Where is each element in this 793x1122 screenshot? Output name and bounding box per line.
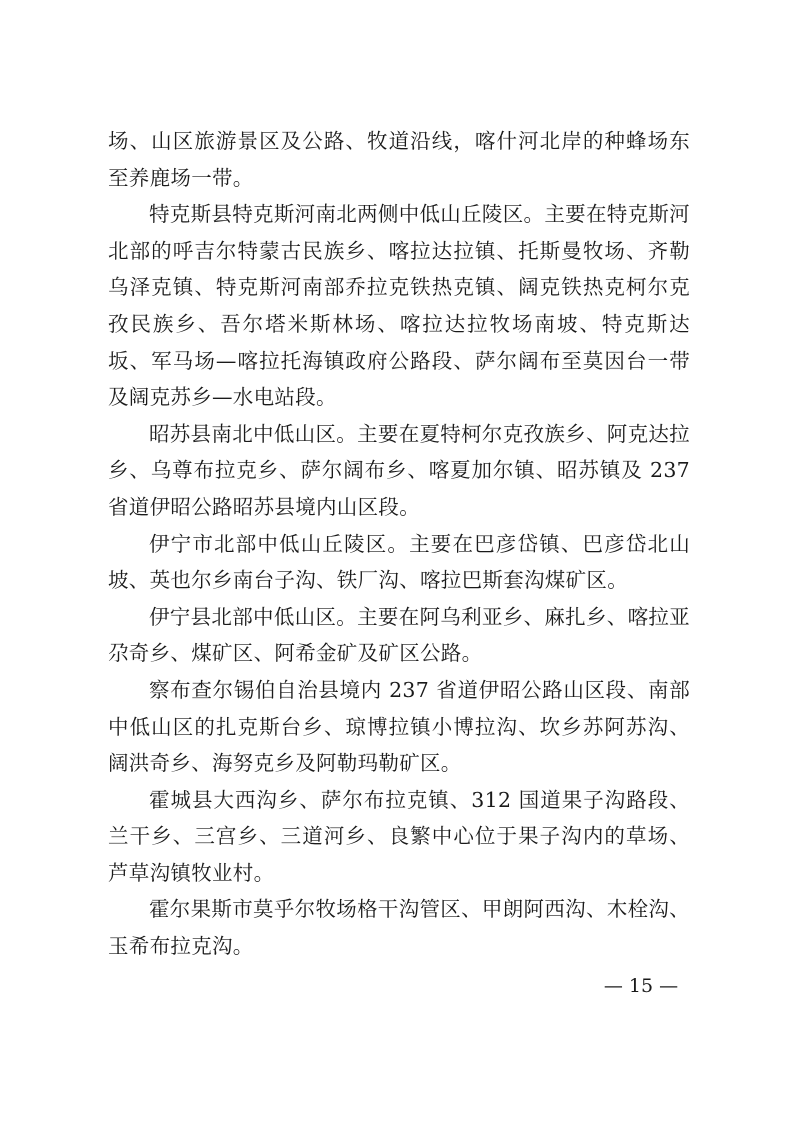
paragraph-yining-city: 伊宁市北部中低山丘陵区。主要在巴彦岱镇、巴彦岱北山坡、英也尔乡南台子沟、铁厂沟、喀拉巴斯套沟煤矿区。 <box>108 531 690 593</box>
paragraph-qapqal-county: 察布查尔锡伯自治县境内 237 省道伊昭公路山区段、南部中低山区的扎克斯台乡、琼博拉镇小博拉沟、坎乡苏阿苏沟、阔洪奇乡、海努克乡及阿勒玛勒矿区。 <box>108 677 690 776</box>
paragraph-continuation: 场、山区旅游景区及公路、牧道沿线，喀什河北岸的种蜂场东至养鹿场一带。 <box>108 129 690 190</box>
paragraph-yining-county: 伊宁县北部中低山区。主要在阿乌利亚乡、麻扎乡、喀拉亚尕奇乡、煤矿区、阿希金矿及矿区公路。 <box>108 604 690 666</box>
paragraph-tekes-county: 特克斯县特克斯河南北两侧中低山丘陵区。主要在特克斯河北部的呼吉尔特蒙古民族乡、喀拉达拉镇、托斯曼牧场、齐勒乌泽克镇、特克斯河南部乔拉克铁热克镇、阔克铁热克柯尔克孜民族乡、吾尔塔米斯林场、喀拉达拉牧场南坡、特克斯达坂、军马场—喀拉托海镇政府公路段、萨尔阔布至莫因台一带及阔克苏乡—水电站段。 <box>108 202 690 410</box>
body-text <box>108 123 690 965</box>
paragraph-zhaosu-county: 昭苏县南北中低山区。主要在夏特柯尔克孜族乡、阿克达拉乡、乌尊布拉克乡、萨尔阔布乡、喀夏加尔镇、昭苏镇及 237 省道伊昭公路昭苏县境内山区段。 <box>108 421 690 519</box>
paragraph-khorgos-city: 霍尔果斯市莫乎尔牧场格干沟管区、甲朗阿西沟、木栓沟、玉希布拉克沟。 <box>108 897 690 959</box>
page-number: — 15 — <box>603 975 679 997</box>
paragraph-huocheng-county: 霍城县大西沟乡、萨尔布拉克镇、312 国道果子沟路段、兰干乡、三宫乡、三道河乡、良繁中心位于果子沟内的草场、芦草沟镇牧业村。 <box>108 787 690 885</box>
